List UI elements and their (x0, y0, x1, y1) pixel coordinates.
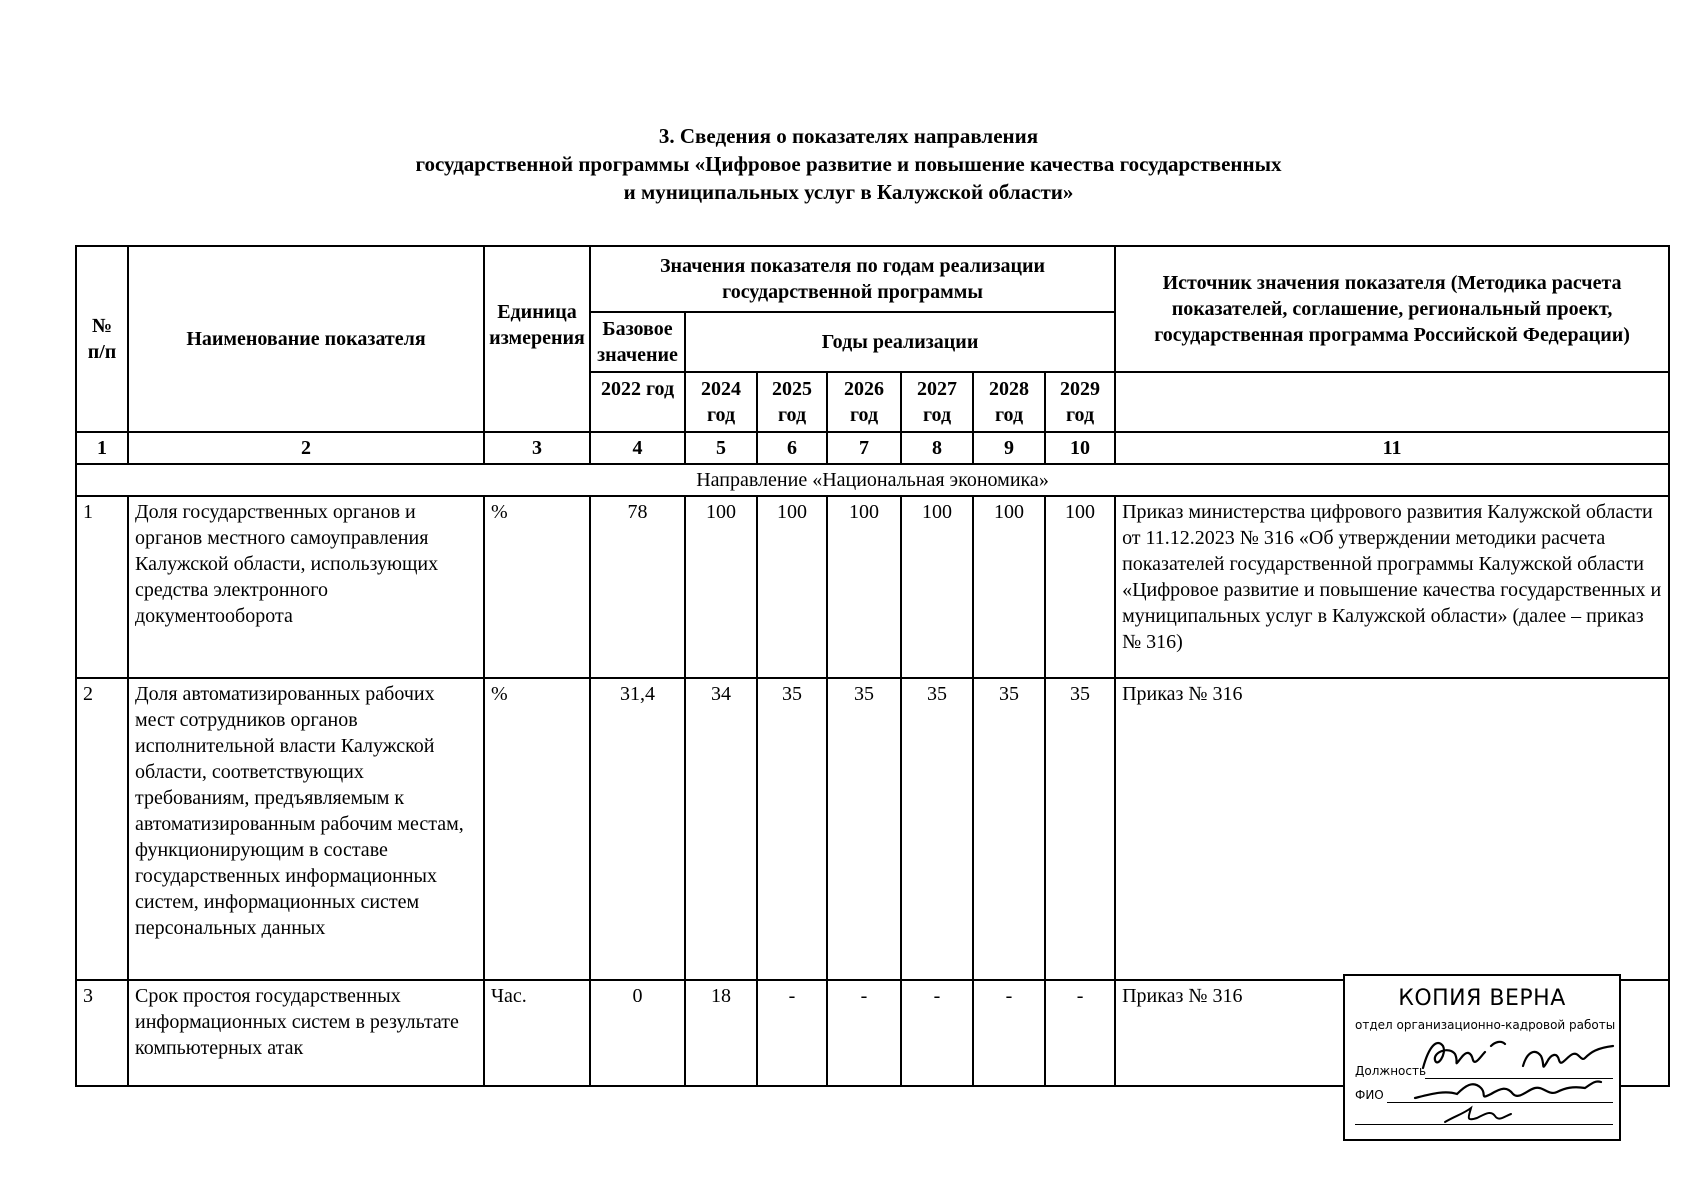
table-row (76, 678, 1669, 980)
column-number: 7 (827, 432, 901, 464)
column-number: 11 (1115, 432, 1669, 464)
row-value: 35 (1045, 678, 1115, 980)
row-value: 18 (685, 980, 757, 1086)
row-value: 100 (1045, 496, 1115, 678)
header-year: 2022 год (590, 372, 685, 432)
row-value: 34 (685, 678, 757, 980)
row-value: 100 (827, 496, 901, 678)
column-number: 3 (484, 432, 590, 464)
column-number-row (76, 432, 1669, 464)
direction-row: Направление «Национальная экономика» (76, 464, 1669, 496)
header-source-empty (1115, 372, 1669, 432)
row-source: Приказ министерства цифрового развития Калужской области от 11.12.2023 № 316 «Об утверждении методики расчета показателей государственной программы Калужской области «Цифровое развитие и повышение качества государственных и муниципальных услуг в Калужской области» (далее – приказ № 316) (1115, 496, 1669, 678)
column-number: 4 (590, 432, 685, 464)
column-number: 9 (973, 432, 1045, 464)
title-line-3: и муниципальных услуг в Калужской области» (623, 180, 1074, 204)
row-value: 78 (590, 496, 685, 678)
column-number: 2 (128, 432, 484, 464)
row-value: 35 (973, 678, 1045, 980)
column-number: 10 (1045, 432, 1115, 464)
row-value: 31,4 (590, 678, 685, 980)
header-source: Источник значения показателя (Методика расчета показателей, соглашение, региональный проект, государственная программа Российской Федерации) (1115, 246, 1669, 372)
header-values-group: Значения показателя по годам реализации государственной программы (590, 246, 1115, 312)
row-value: - (1045, 980, 1115, 1086)
row-num: 2 (76, 678, 128, 980)
stamp-department: отдел организационно-кадровой работы (1355, 1018, 1616, 1032)
column-number: 5 (685, 432, 757, 464)
header-num: № п/п (76, 246, 128, 432)
stamp-title: КОПИЯ ВЕРНА (1398, 986, 1566, 1011)
row-value: 100 (685, 496, 757, 678)
row-name: Доля государственных органов и органов местного самоуправления Калужской области, использующих средства электронного документооборота (128, 496, 484, 678)
row-value: 0 (590, 980, 685, 1086)
row-unit: % (484, 496, 590, 678)
header-name: Наименование показателя (128, 246, 484, 432)
row-unit: Час. (484, 980, 590, 1086)
row-source: Приказ № 316 (1115, 980, 1669, 1086)
row-value: 100 (973, 496, 1045, 678)
title-line-1: 3. Сведения о показателях направления (658, 124, 1039, 148)
row-num: 3 (76, 980, 128, 1086)
row-value: 100 (757, 496, 827, 678)
indicators-table (75, 245, 1670, 1087)
header-base: Базовое значение (590, 312, 685, 372)
header-year: 2024 год (685, 372, 757, 432)
row-value: 35 (901, 678, 973, 980)
row-value: - (827, 980, 901, 1086)
row-num: 1 (76, 496, 128, 678)
row-value: - (973, 980, 1045, 1086)
header-years-group: Годы реализации (685, 312, 1115, 372)
column-number: 8 (901, 432, 973, 464)
header-year: 2026 год (827, 372, 901, 432)
row-value: - (757, 980, 827, 1086)
column-number: 6 (757, 432, 827, 464)
title-line-2: государственной программы «Цифровое развитие и повышение качества государственных (415, 152, 1282, 176)
row-source: Приказ № 316 (1115, 678, 1669, 980)
header-year: 2025 год (757, 372, 827, 432)
row-value: 35 (757, 678, 827, 980)
column-number: 1 (76, 432, 128, 464)
copy-certified-stamp (1343, 974, 1621, 1141)
header-unit: Единица измерения (484, 246, 590, 432)
stamp-name-label: ФИО (1355, 1088, 1384, 1102)
row-unit: % (484, 678, 590, 980)
row-value: 100 (901, 496, 973, 678)
table-row (76, 496, 1669, 678)
header-year: 2029 год (1045, 372, 1115, 432)
header-year: 2027 год (901, 372, 973, 432)
row-name: Срок простоя государственных информационных систем в результате компьютерных атак (128, 980, 484, 1086)
document-title (0, 122, 1697, 206)
row-value: - (901, 980, 973, 1086)
row-value: 35 (827, 678, 901, 980)
row-name: Доля автоматизированных рабочих мест сотрудников органов исполнительной власти Калужской области, соответствующих требованиям, предъявляемым к автоматизированным рабочим местам, функционирующим в составе государственных информационных систем, информационных систем персональных данных (128, 678, 484, 980)
handwritten-signature (1345, 976, 1623, 1143)
header-year: 2028 год (973, 372, 1045, 432)
stamp-position-label: Должность (1355, 1064, 1427, 1078)
